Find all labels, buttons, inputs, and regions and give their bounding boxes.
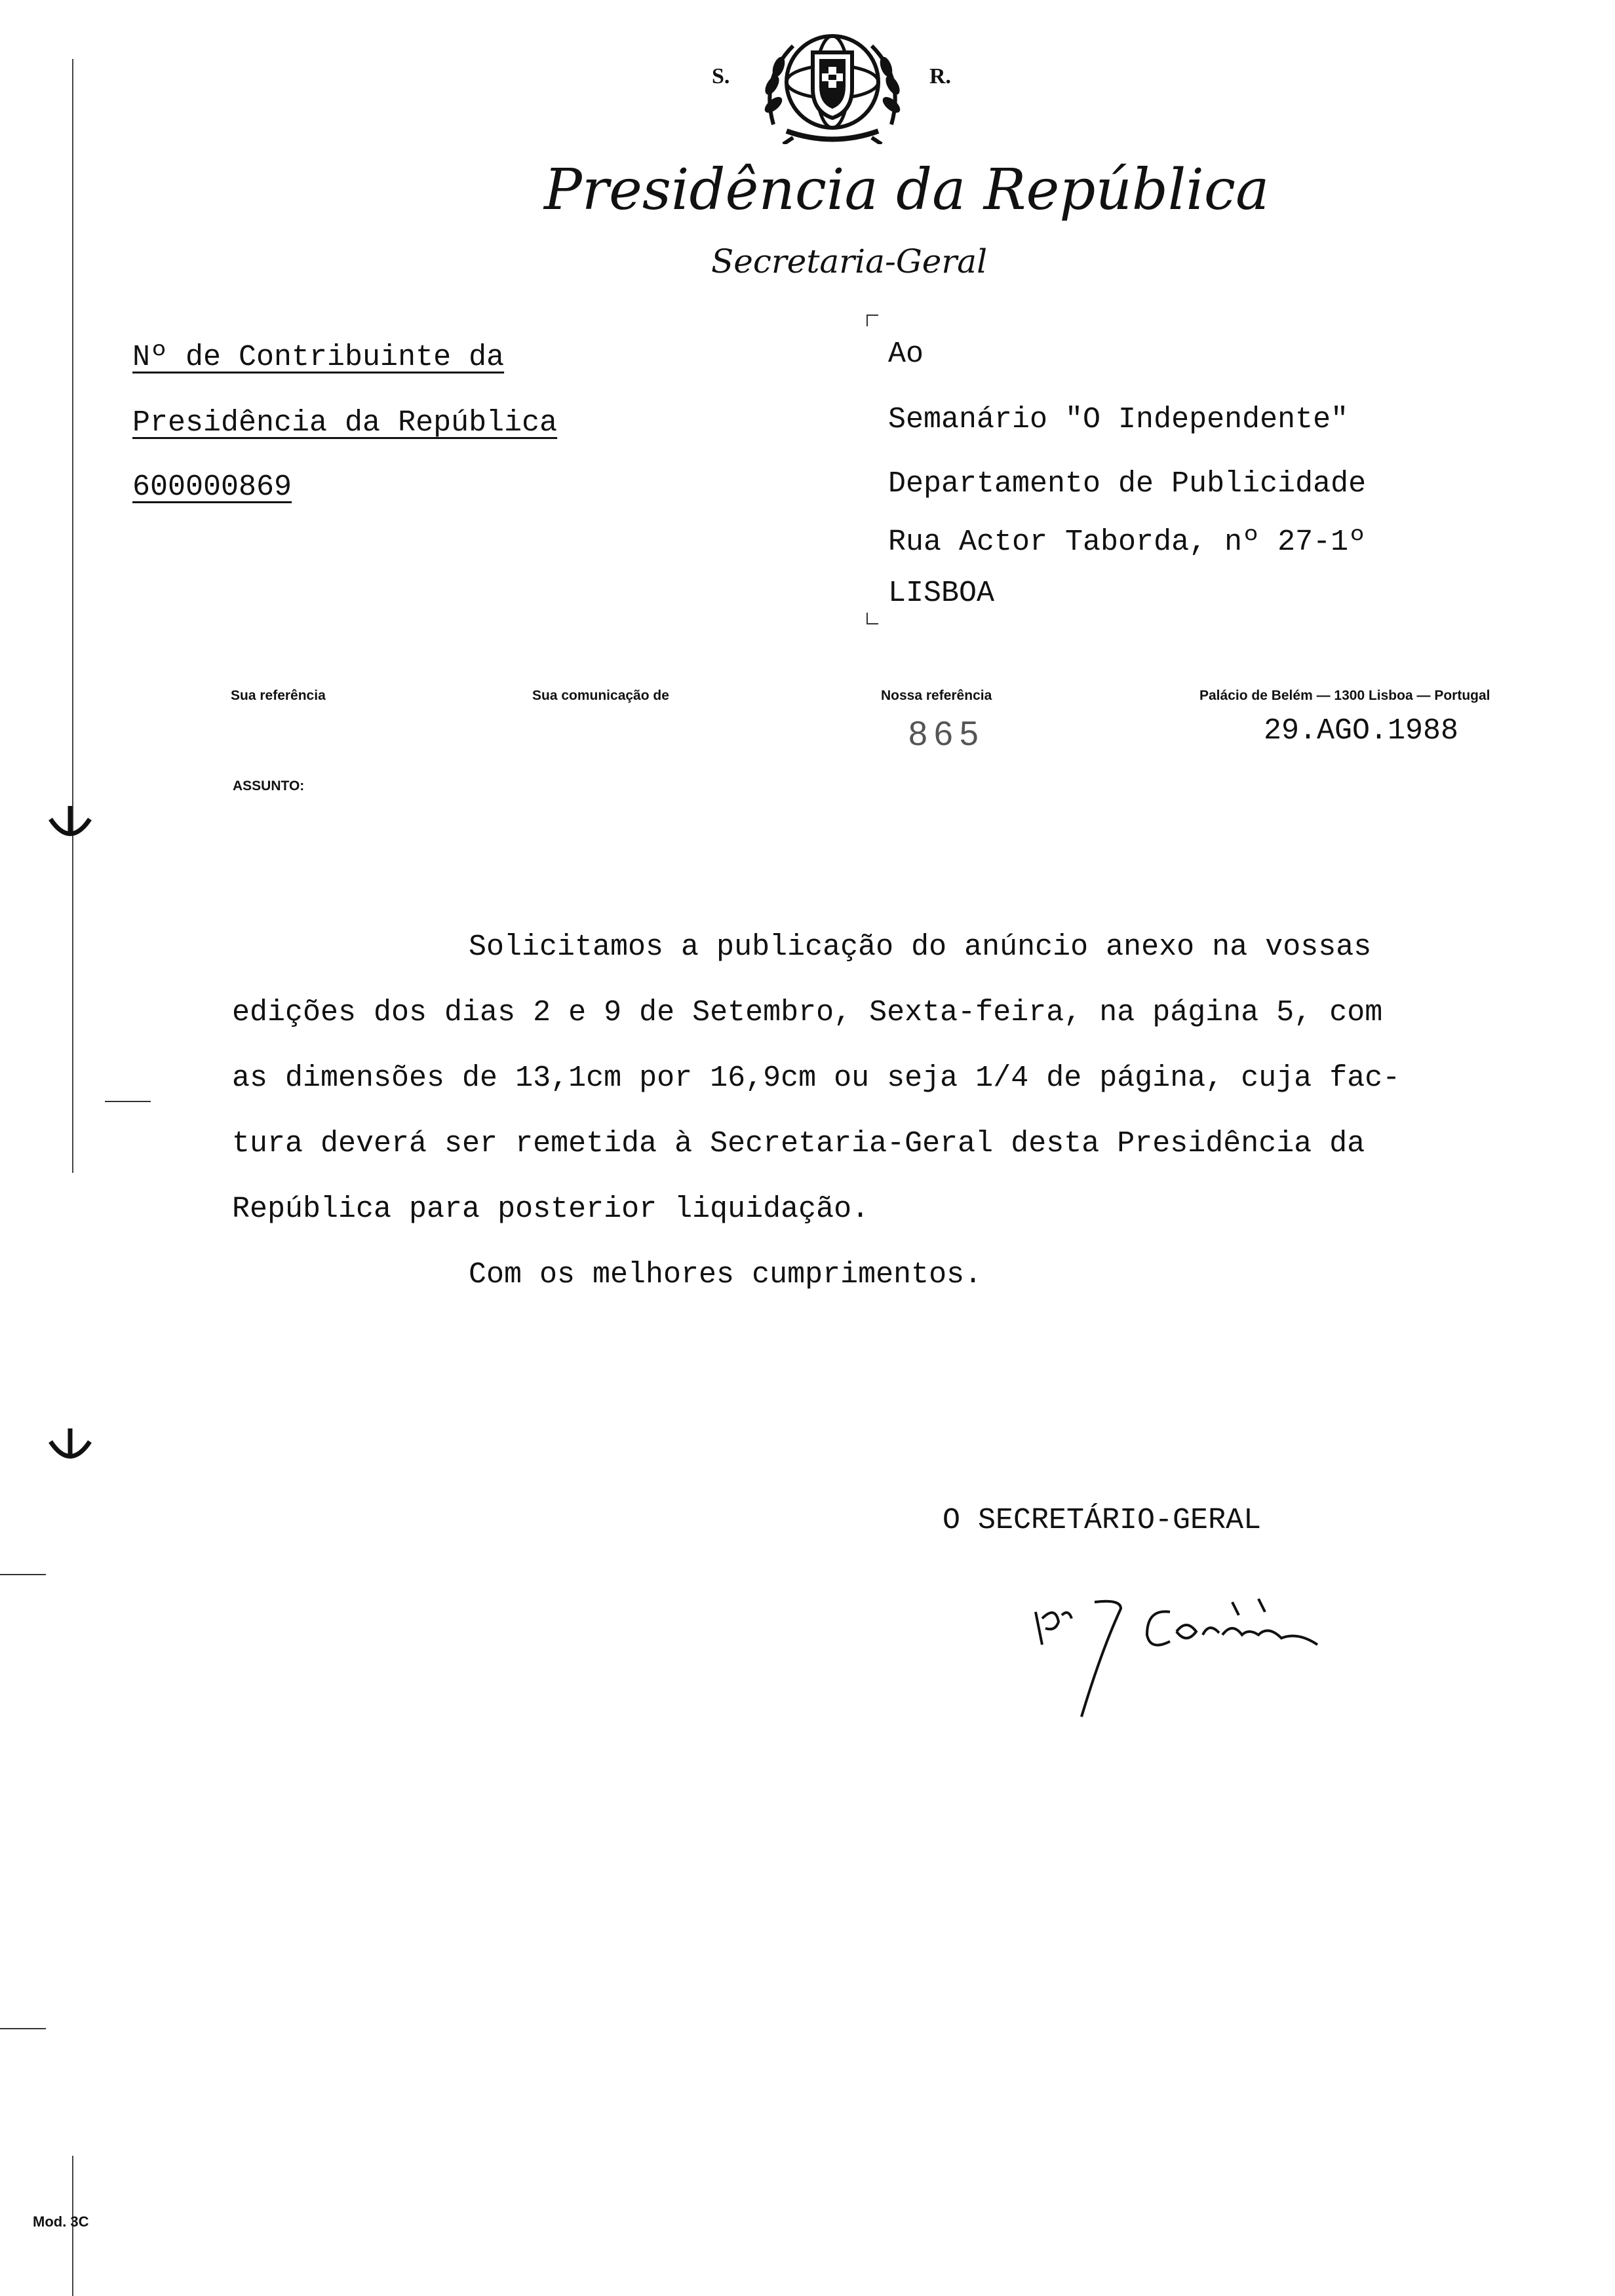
sua-comunicacao-label: Sua comunicação de [532, 688, 669, 703]
body-line-1: Solicitamos a publicação do anúncio anexo na vossas [469, 930, 1372, 964]
taxpayer-number: 600000869 [132, 470, 292, 504]
recipient-line-2: Semanário "O Independente" [888, 403, 1349, 436]
punch-hole-mark-top [47, 806, 93, 849]
handwritten-signature [1022, 1573, 1337, 1727]
letterhead-s: S. [712, 64, 730, 88]
address-label: Palácio de Belém — 1300 Lisboa — Portugal [1199, 688, 1490, 703]
letterhead-r: R. [929, 64, 952, 88]
nossa-referencia-value: 865 [908, 715, 985, 753]
body-line-4: tura deverá ser remetida à Secretaria-Geral desta Presidência da [232, 1127, 1365, 1160]
nossa-referencia-label: Nossa referência [881, 688, 992, 703]
letter-date: 29.AGO.1988 [1264, 714, 1459, 748]
fold-mark-1 [105, 1101, 151, 1102]
fold-mark-2 [0, 1574, 46, 1575]
recipient-corner-mark-top [866, 315, 878, 326]
recipient-line-4: Rua Actor Taborda, nº 27-1º [888, 526, 1367, 559]
body-line-2: edições dos dias 2 e 9 de Setembro, Sexta-feira, na página 5, com [232, 996, 1383, 1029]
taxpayer-line-2: Presidência da República [132, 406, 558, 440]
body-line-5: República para posterior liquidação. [232, 1193, 870, 1226]
form-code: Mod. 3C [33, 2213, 89, 2230]
fold-mark-3 [0, 2028, 46, 2029]
recipient-line-1: Ao [888, 337, 924, 371]
coat-of-arms-icon [747, 20, 918, 147]
sua-referencia-label: Sua referência [231, 688, 326, 703]
department-title: Secretaria-Geral [711, 242, 988, 280]
closing-line: Com os melhores cumprimentos. [469, 1258, 983, 1292]
body-line-3: as dimensões de 13,1cm por 16,9cm ou seja 1/4 de página, cuja fac- [232, 1062, 1401, 1095]
recipient-corner-mark-bottom [866, 613, 878, 624]
recipient-line-3: Departamento de Publicidade [888, 467, 1367, 501]
assunto-label: ASSUNTO: [233, 778, 305, 794]
punch-hole-mark-bottom [47, 1428, 93, 1471]
left-margin-line [72, 59, 73, 1173]
recipient-line-5: LISBOA [888, 577, 995, 610]
signatory-title: O SECRETÁRIO-GERAL [943, 1504, 1262, 1537]
institution-title: Presidência da República [544, 157, 1270, 223]
taxpayer-line-1: Nº de Contribuinte da [132, 341, 505, 374]
